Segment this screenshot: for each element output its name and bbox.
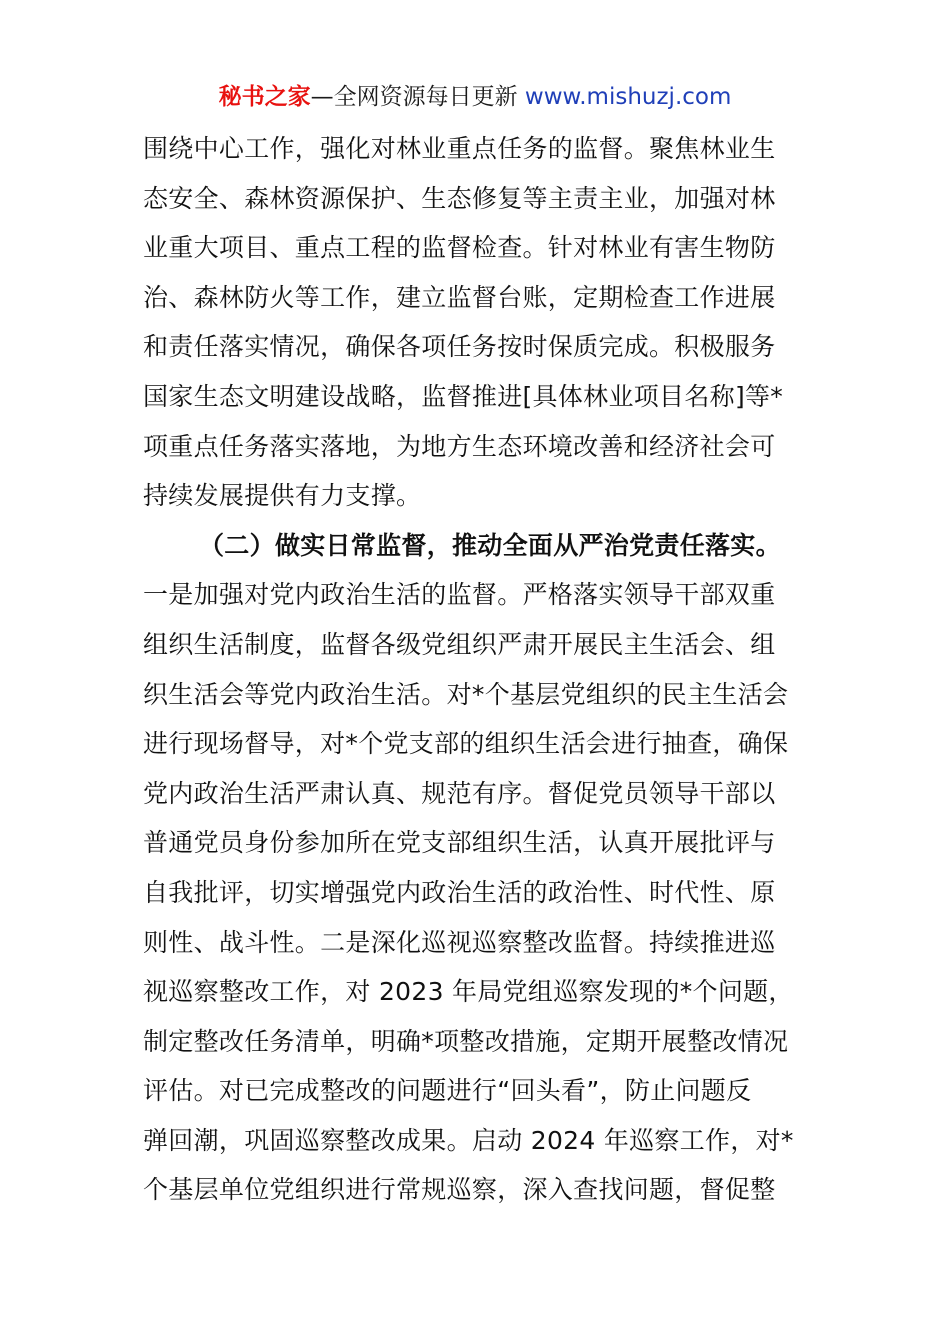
document-body — [143, 124, 811, 1215]
text-line: 态安全、森林资源保护、生态修复等主责主业，加强对林 — [143, 183, 776, 213]
text-line: 自我批评，切实增强党内政治生活的政治性、时代性、原 — [143, 877, 776, 907]
text-line: 进行现场督导，对*个党支部的组织生活会进行抽查，确保 — [143, 729, 789, 759]
text-line: 国家生态文明建设战略，监督推进[具体林业项目名称]等* — [143, 381, 784, 411]
brand-name: 秘书之家 — [218, 84, 311, 110]
site-url: www.mishuzj.com — [524, 84, 732, 110]
text-line: 评估。对已完成整改的问题进行“回头看”，防止问题反 — [143, 1076, 752, 1106]
text-line: 持续发展提供有力支撑。 — [143, 481, 422, 511]
text-line: 党内政治生活严肃认真、规范有序。督促党员领导干部以 — [143, 778, 776, 808]
text-line: 个基层单位党组织进行常规巡察，深入查找问题，督促整 — [143, 1175, 776, 1205]
text-line: 治、森林防火等工作，建立监督台账，定期检查工作进展 — [143, 282, 776, 312]
text-line: 和责任落实情况，确保各项任务按时保质完成。积极服务 — [143, 332, 776, 362]
text-line: 项重点任务落实落地，为地方生态环境改善和经济社会可 — [143, 431, 776, 461]
text-line: 弹回潮，巩固巡察整改成果。启动 2024 年巡察工作，对* — [143, 1125, 794, 1155]
text-line: 围绕中心工作，强化对林业重点任务的监督。聚焦林业生 — [143, 134, 776, 163]
text-line: 普通党员身份参加所在党支部组织生活，认真开展批评与 — [143, 828, 776, 858]
text-line: 组织生活制度，监督各级党组织严肃开展民主生活会、组 — [143, 629, 776, 659]
site-watermark-header — [0, 80, 950, 114]
text-line: 视巡察整改工作，对 2023 年局党组巡察发现的*个问题， — [143, 977, 794, 1007]
text-line: 则性、战斗性。二是深化巡视巡察整改监督。持续推进巡 — [143, 927, 776, 957]
text-line: 一是加强对党内政治生活的监督。严格落实领导干部双重 — [143, 580, 776, 610]
section-heading: （二）做实日常监督，推动全面从严治党责任落实。 — [199, 530, 781, 560]
text-line: 业重大项目、重点工程的监督检查。针对林业有害生物防 — [143, 233, 776, 263]
text-line: 织生活会等党内政治生活。对*个基层党组织的民主生活会 — [143, 679, 789, 709]
brand-tagline: —全网资源每日更新 — [310, 84, 525, 110]
text-line: 制定整改任务清单，明确*项整改措施，定期开展整改情况 — [143, 1026, 789, 1056]
